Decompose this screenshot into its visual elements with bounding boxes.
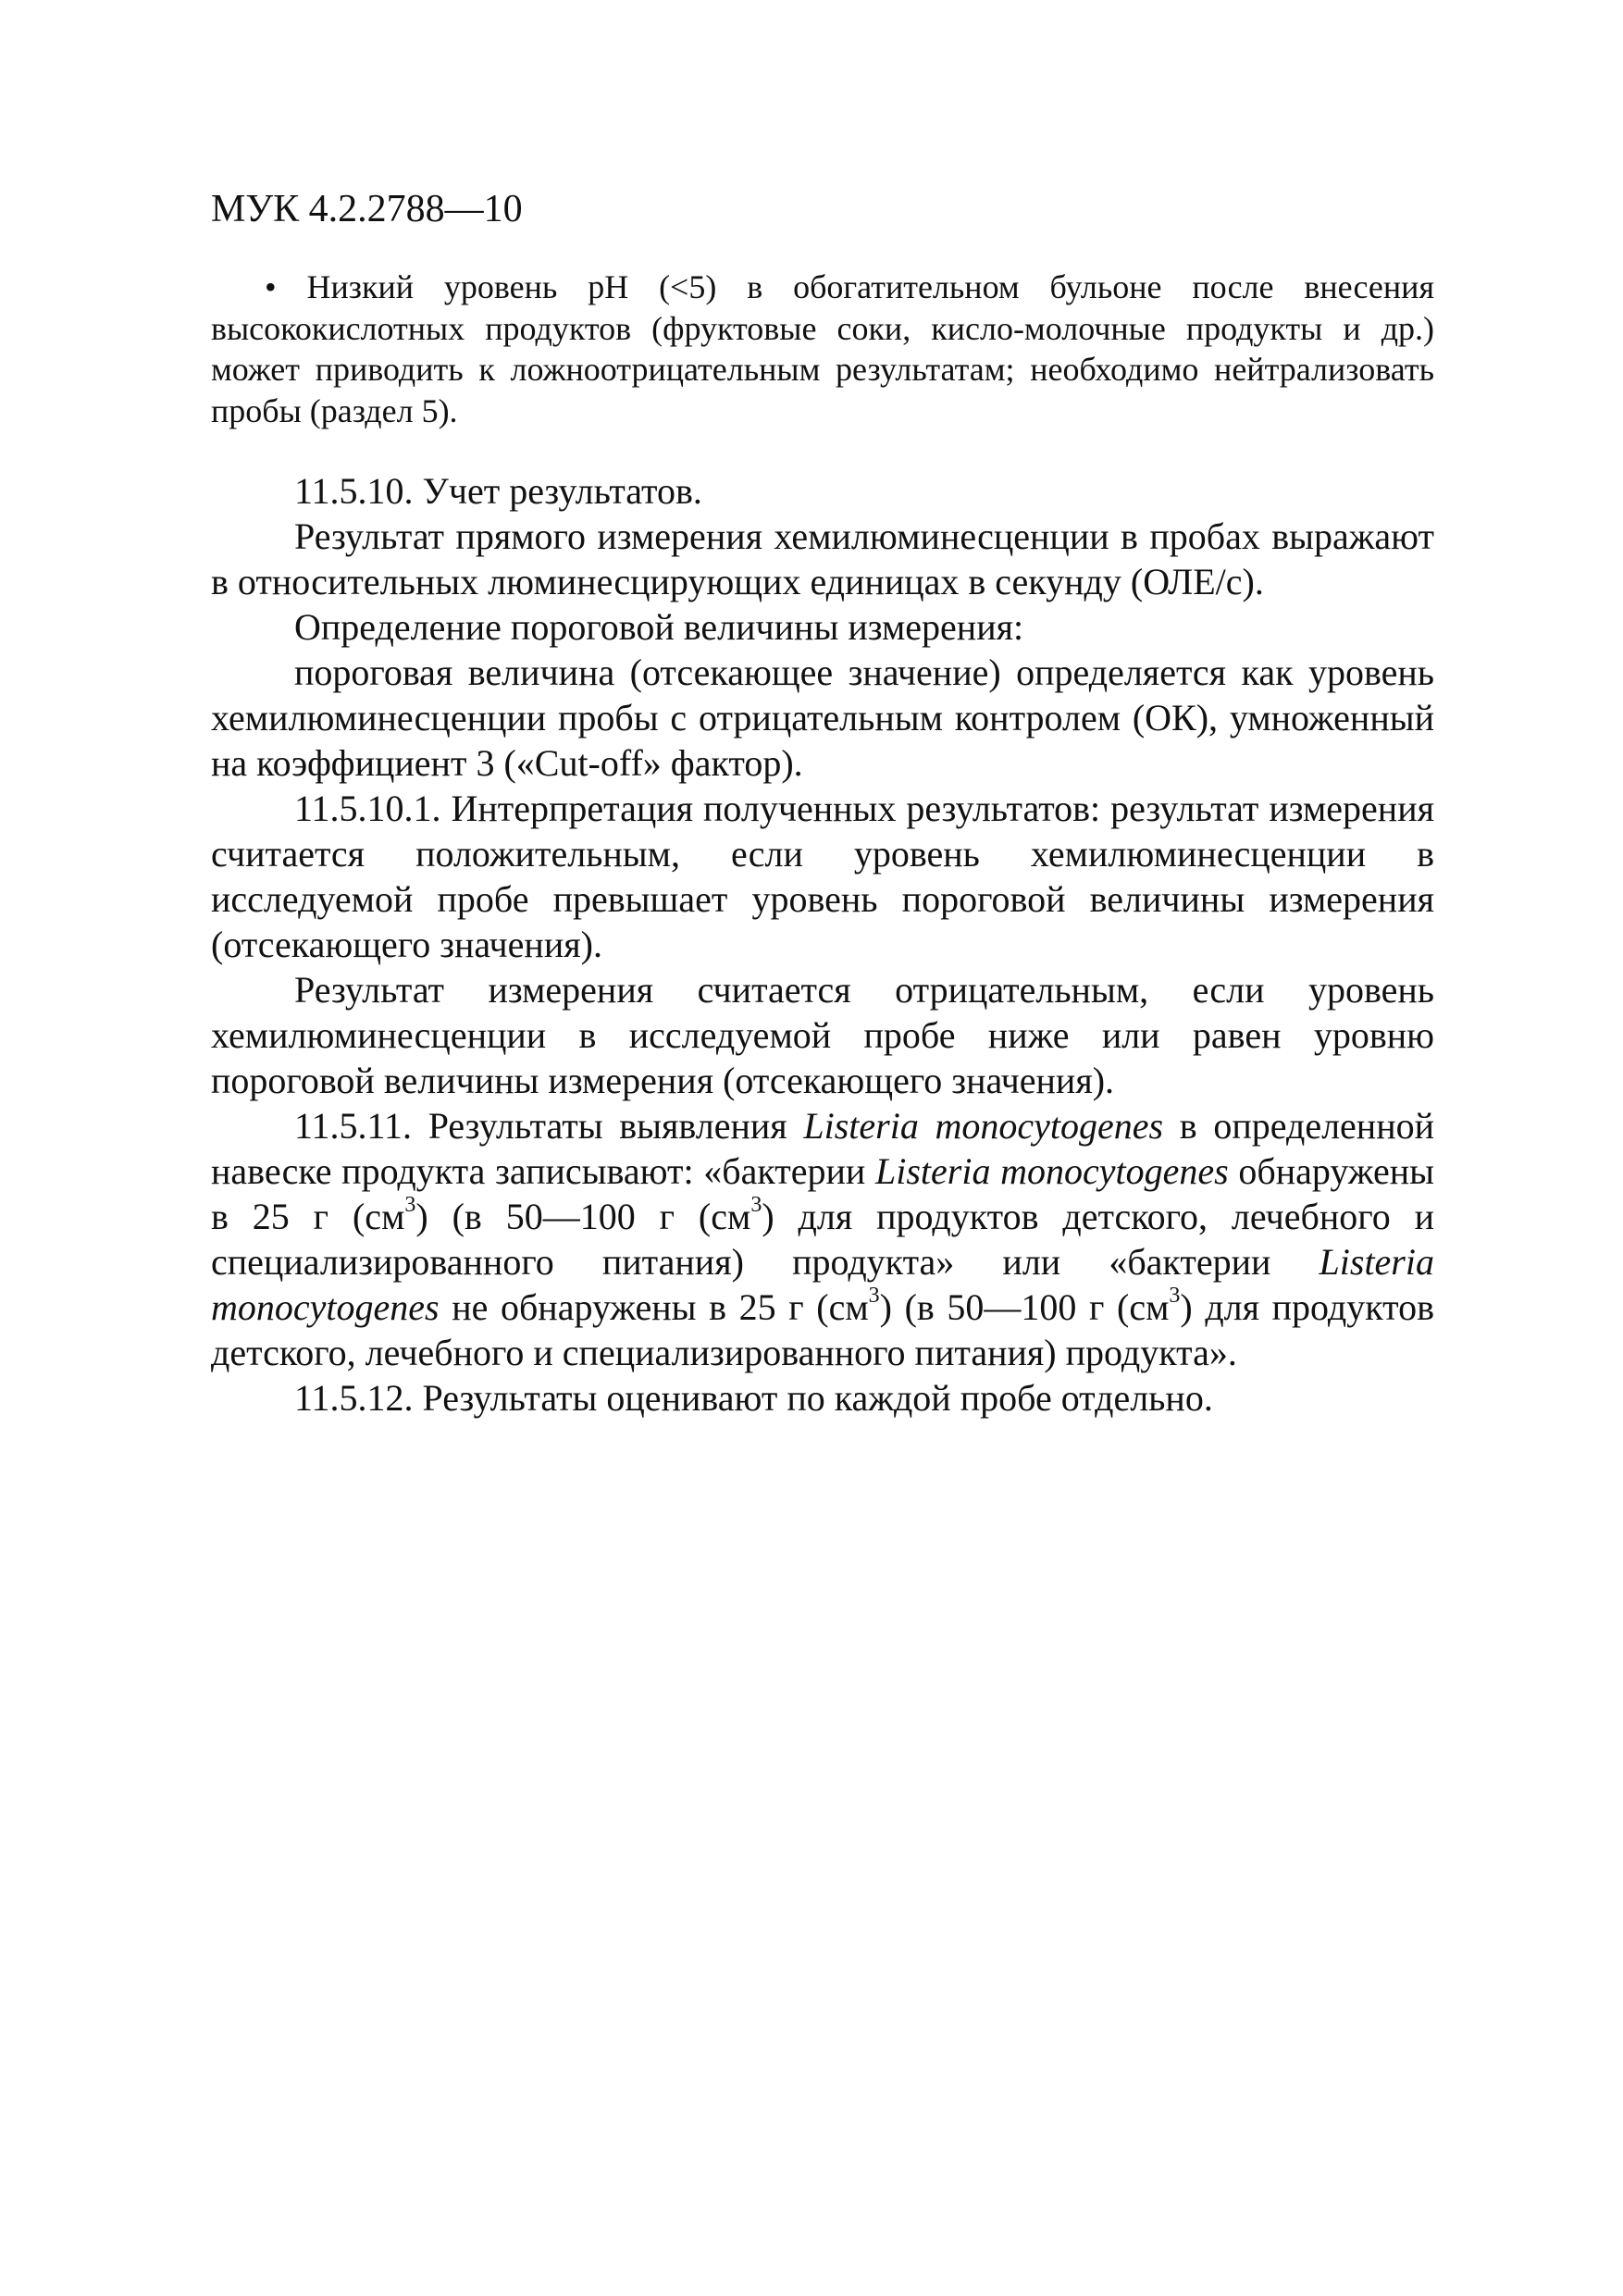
species-name: Listeria monocytogenes <box>875 1150 1229 1192</box>
species-name: Listeria monocytogenes <box>803 1105 1164 1147</box>
species-name: Listeria monocytogenes <box>211 1241 1434 1328</box>
paragraph-11-5-12: 11.5.12. Результаты оценивают по каждой пробе отдельно. <box>294 1377 1213 1419</box>
note-text: Низкий уровень pH (<5) в обогатительном бульоне после внесения высококислотных продуктов (фруктовые соки, кисло-молочные продукты и др.) может приводить к ложноотрицательным результатам; необходимо нейтрализовать пробы (раздел 5). <box>211 268 1434 429</box>
section-title-11-5-10: 11.5.10. Учет результатов. <box>294 470 702 512</box>
paragraph-threshold-value: пороговая величина (отсекающее значение) определяется как уровень хемилюминесценции пробы с отрицательным контролем (ОК), умноженный на коэффициент 3 («Cut-off» фактор). <box>211 652 1434 784</box>
paragraph-measurement-result: Результат прямого измерения хемилюминесценции в пробах выражают в относительных люминесцирующих единицах в секунду (ОЛЕ/с). <box>211 515 1434 602</box>
paragraph-11-5-10-1: 11.5.10.1. Интерпретация полученных результатов: результат измерения считается положительным, если уровень хемилюминесценции в исследуемой пробе превышает уровень пороговой величины измерения (отсекающего значения). <box>211 788 1434 965</box>
document-page <box>211 185 1434 1421</box>
paragraph-threshold-definition: Определение пороговой величины измерения: <box>294 606 1024 648</box>
paragraph-11-5-11: 11.5.11. Результаты выявления Listeria monocytogenes в определенной навеске продукта записывают: «бактерии Listeria monocytogenes обнаружены в 25 г $(см^3)$ (в 50—100 г $(см^3)$ для продуктов детского, лечебного и специализированного питания) продукта» или «бактерии Listeria monocytogenes не обнаружены в 25 г $(см^3)$ (в 50—100 г $(см^3)$ для продуктов детского, лечебного и специализированного питания) продукта». <box>211 1105 1435 1373</box>
paragraph-negative-result: Результат измерения считается отрицательным, если уровень хемилюминесценции в исследуемой пробе ниже или равен уровню пороговой величины измерения (отсекающего значения). <box>211 969 1434 1101</box>
document-code: МУК 4.2.2788—10 <box>211 188 523 230</box>
bullet-icon: • <box>265 268 277 305</box>
note-paragraph <box>211 267 1434 431</box>
